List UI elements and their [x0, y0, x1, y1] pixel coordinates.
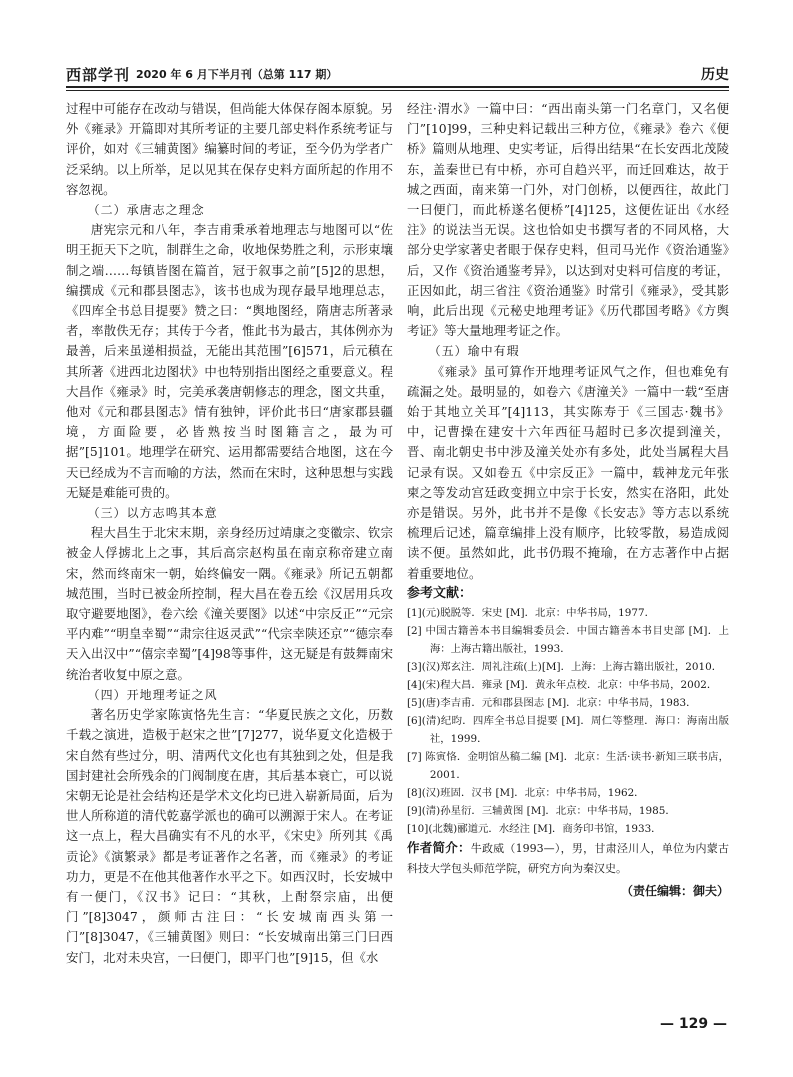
reference-item: [10](北魏)郦道元．水经注 [M]．商务印书馆，1933．: [407, 823, 662, 836]
reference-item: [6](清)纪昀．四库全书总目提要 [M]．周仁等整理．海口：海南出版社，1999．: [407, 715, 729, 746]
header-rule-thin: [66, 90, 729, 91]
references-list: [407, 604, 729, 838]
section-heading: （三）以方志鸣其本意: [87, 506, 218, 521]
section-heading: （二）承唐志之理念: [87, 203, 205, 218]
left-column: [66, 99, 393, 968]
references-title: 参考文献：: [407, 585, 473, 601]
author-bio-text: 牛政威（1993—），男，甘肃泾川人，单位为内蒙古科技大学包头师范学院，研究方向为秦汉史。: [407, 842, 729, 876]
reference-item: [2] 中国古籍善本书目编辑委员会．中国古籍善本书目史部 [M]．上海：上海古籍出版社，1993．: [407, 625, 729, 656]
paragraph: 《雍录》虽可算作开地理考证风气之作，但也难免有疏漏之处。最明显的，如卷六《唐潼关》一篇中一载“至唐始于其地立关耳”[4]113，其实陈寿于《三国志·魏书》中，记曹操在建安十六年西征马超时已多次提到潼关，晋、南北朝史书中涉及潼关处亦有多处，此处当属程大昌记录有误。又如卷五《中宗反正》一篇中，载神龙元年张柬之等发动宫廷政变拥立中宗于长安，然实在洛阳，此处亦是错误。另外，此书并不是像《长安志》等方志以系统梳理后记述，篇章编排上没有顺序，比较零散，易造成阅读不便。虽然如此，此书仍瑕不掩瑜，在方志著作中占据着重要地位。: [407, 363, 729, 581]
paragraph: 唐宪宗元和八年，李吉甫秉承着地理志与地图可以“佐明王扼天下之吭，制群生之命，收地保势胜之利，示形束壤制之端……每镇皆图在篇首，冠于叙事之前”[5]2的思想，编撰成《元和郡县图志》，该书也成为现存最早地理总志，《四库全书总目提要》赞之曰：“舆地图经，隋唐志所著录者，率散佚无存；其传于今者，惟此书为最古，其体例亦为最善，后来虽递相损益，无能出其范围”[6]571，后元稹在其所著《进西北边图状》中也特别指出图经之重要意义。程大昌作《雍录》时，完美承袭唐朝修志的理念，图文共重，他对《元和郡县图志》情有独钟，评价此书曰“唐家郡县疆境，方面险要，必皆熟按当时图籍言之，最为可据”[5]101。地理学在研究、运用都需要结合地图，这在今天已经成为不言而喻的方法，然而在宋时，这种思想与实践无疑是难能可贵的。: [66, 222, 393, 500]
reference-item: [8](汉)班固．汉书 [M]．北京：中华书局，1962．: [407, 787, 645, 800]
author-bio-label: 作者简介：: [407, 840, 471, 856]
section-label: 历史: [701, 67, 729, 83]
section-heading: （五）瑜中有瑕: [428, 344, 520, 359]
section-heading: （四）开地理考证之风: [87, 687, 218, 702]
issue-info: 2020 年 6 月下半月刊（总第 117 期）: [136, 68, 338, 81]
right-column: [407, 99, 729, 901]
reference-item: [9](清)孙星衍．三辅黄图 [M]．北京：中华书局，1985．: [407, 805, 676, 818]
page-number: — 129 —: [660, 1016, 727, 1032]
reference-item: [4](宋)程大昌．雍录 [M]．黄永年点校．北京：中华书局，2002．: [407, 679, 718, 692]
journal-logo: 西部学刊: [66, 66, 131, 84]
reference-item: [5](唐)李吉甫．元和郡县图志 [M]．北京：中华书局，1983．: [407, 697, 697, 710]
paragraph: 著名历史学家陈寅恪先生言：“华夏民族之文化，历数千载之演进，造极于赵宋之世”[7]277，说华夏文化造极于宋自然有些过分，明、清两代文化也有其独到之处，但是我国封建社会所残余的门阀制度在唐，其后基本衰亡，可以说宋朝无论是社会结构还是学术文化均已进入崭新局面，后为世人所称道的清代乾嘉学派也的确可以溯源于宋人。在考证这一点上，程大昌确实有不凡的水平，《宋史》所列其《禹贡论》《演繁录》都是考证著作之名著，而《雍录》的考证功力，更是不在他其他著作水平之下。如西汉时，长安城中有一便门，《汉书》记曰：“其秋，上酎祭宗庙，出便门”[8]3047，颜师古注曰：“长安城南西头第一门”[8]3047，《三辅黄图》则曰：“长安城南出第三门曰西安门，北对未央宫，一曰便门，即平门也”[9]15，但《水: [66, 707, 393, 965]
reference-item: [7] 陈寅恪．金明馆丛稿二编 [M]．北京：生活·读书·新知三联书店，2001．: [407, 751, 729, 782]
page-header: [66, 60, 729, 86]
responsible-editor: （责任编辑：御夫）: [620, 884, 729, 899]
paragraph: 过程中可能存在改动与错误，但尚能大体保存阁本原貌。另外《雍录》开篇即对其所考证的主要几部史料作系统考证与评价，如对《三辅黄图》编纂时间的考证，至今仍为学者广泛采纳。以上所举，足以见其在保存史料方面所起的作用不容忽视。: [66, 101, 393, 197]
paragraph: 程大昌生于北宋末期，亲身经历过靖康之变徽宗、钦宗被金人俘掳北上之事，其后高宗赵构虽在南京称帝建立南宋，然而终南宋一朝，始终偏安一隅。《雍录》所记五朝都城范围，当时已被金所控制，程大昌在卷五绘《汉居用兵攻取守避要地图》，卷六绘《潼关要图》以述“中宗反正”“元宗平内难”“明皇幸蜀”“肃宗往返灵武”“代宗幸陕还京”“德宗奉天入出汉中”“僖宗幸蜀”[4]98等事件，这无疑是有鼓舞南宋统治者收复中原之意。: [66, 525, 393, 682]
reference-item: [3](汉)郑玄注．周礼注疏(上)[M]．上海：上海古籍出版社，2010．: [407, 661, 723, 674]
reference-item: [1](元)脱脱等．宋史 [M]．北京：中华书局，1977．: [407, 607, 655, 620]
paragraph: 经注·渭水》一篇中曰：“西出南头第一门名章门，又名便门”[10]99，三种史料记载出三种方位，《雍录》卷六《便桥》篇则从地理、史实考证，后得出结果“在长安西北茂陵东，盖秦世已有中桥，亦可自趋兴平，而迁回难达，故于城之西面，南来第一门外，对门创桥，以便西往，故此门一曰便门，而此桥遂名便桥”[4]125，这便佐证出《水经注》的说法当无误。这也恰如史书撰写者的不同风格，大部分史学家著史者眼于保存史料，但司马光作《资治通鉴》后，又作《资治通鉴考异》，以达到对史料可信度的考证，正因如此，胡三省注《资治通鉴》时常引《雍录》，受其影响，此后出现《元秘史地理考证》《历代郡国考略》《方舆考证》等大量地理考证之作。: [407, 101, 729, 339]
author-bio: [407, 838, 729, 879]
header-rule: [66, 86, 729, 88]
